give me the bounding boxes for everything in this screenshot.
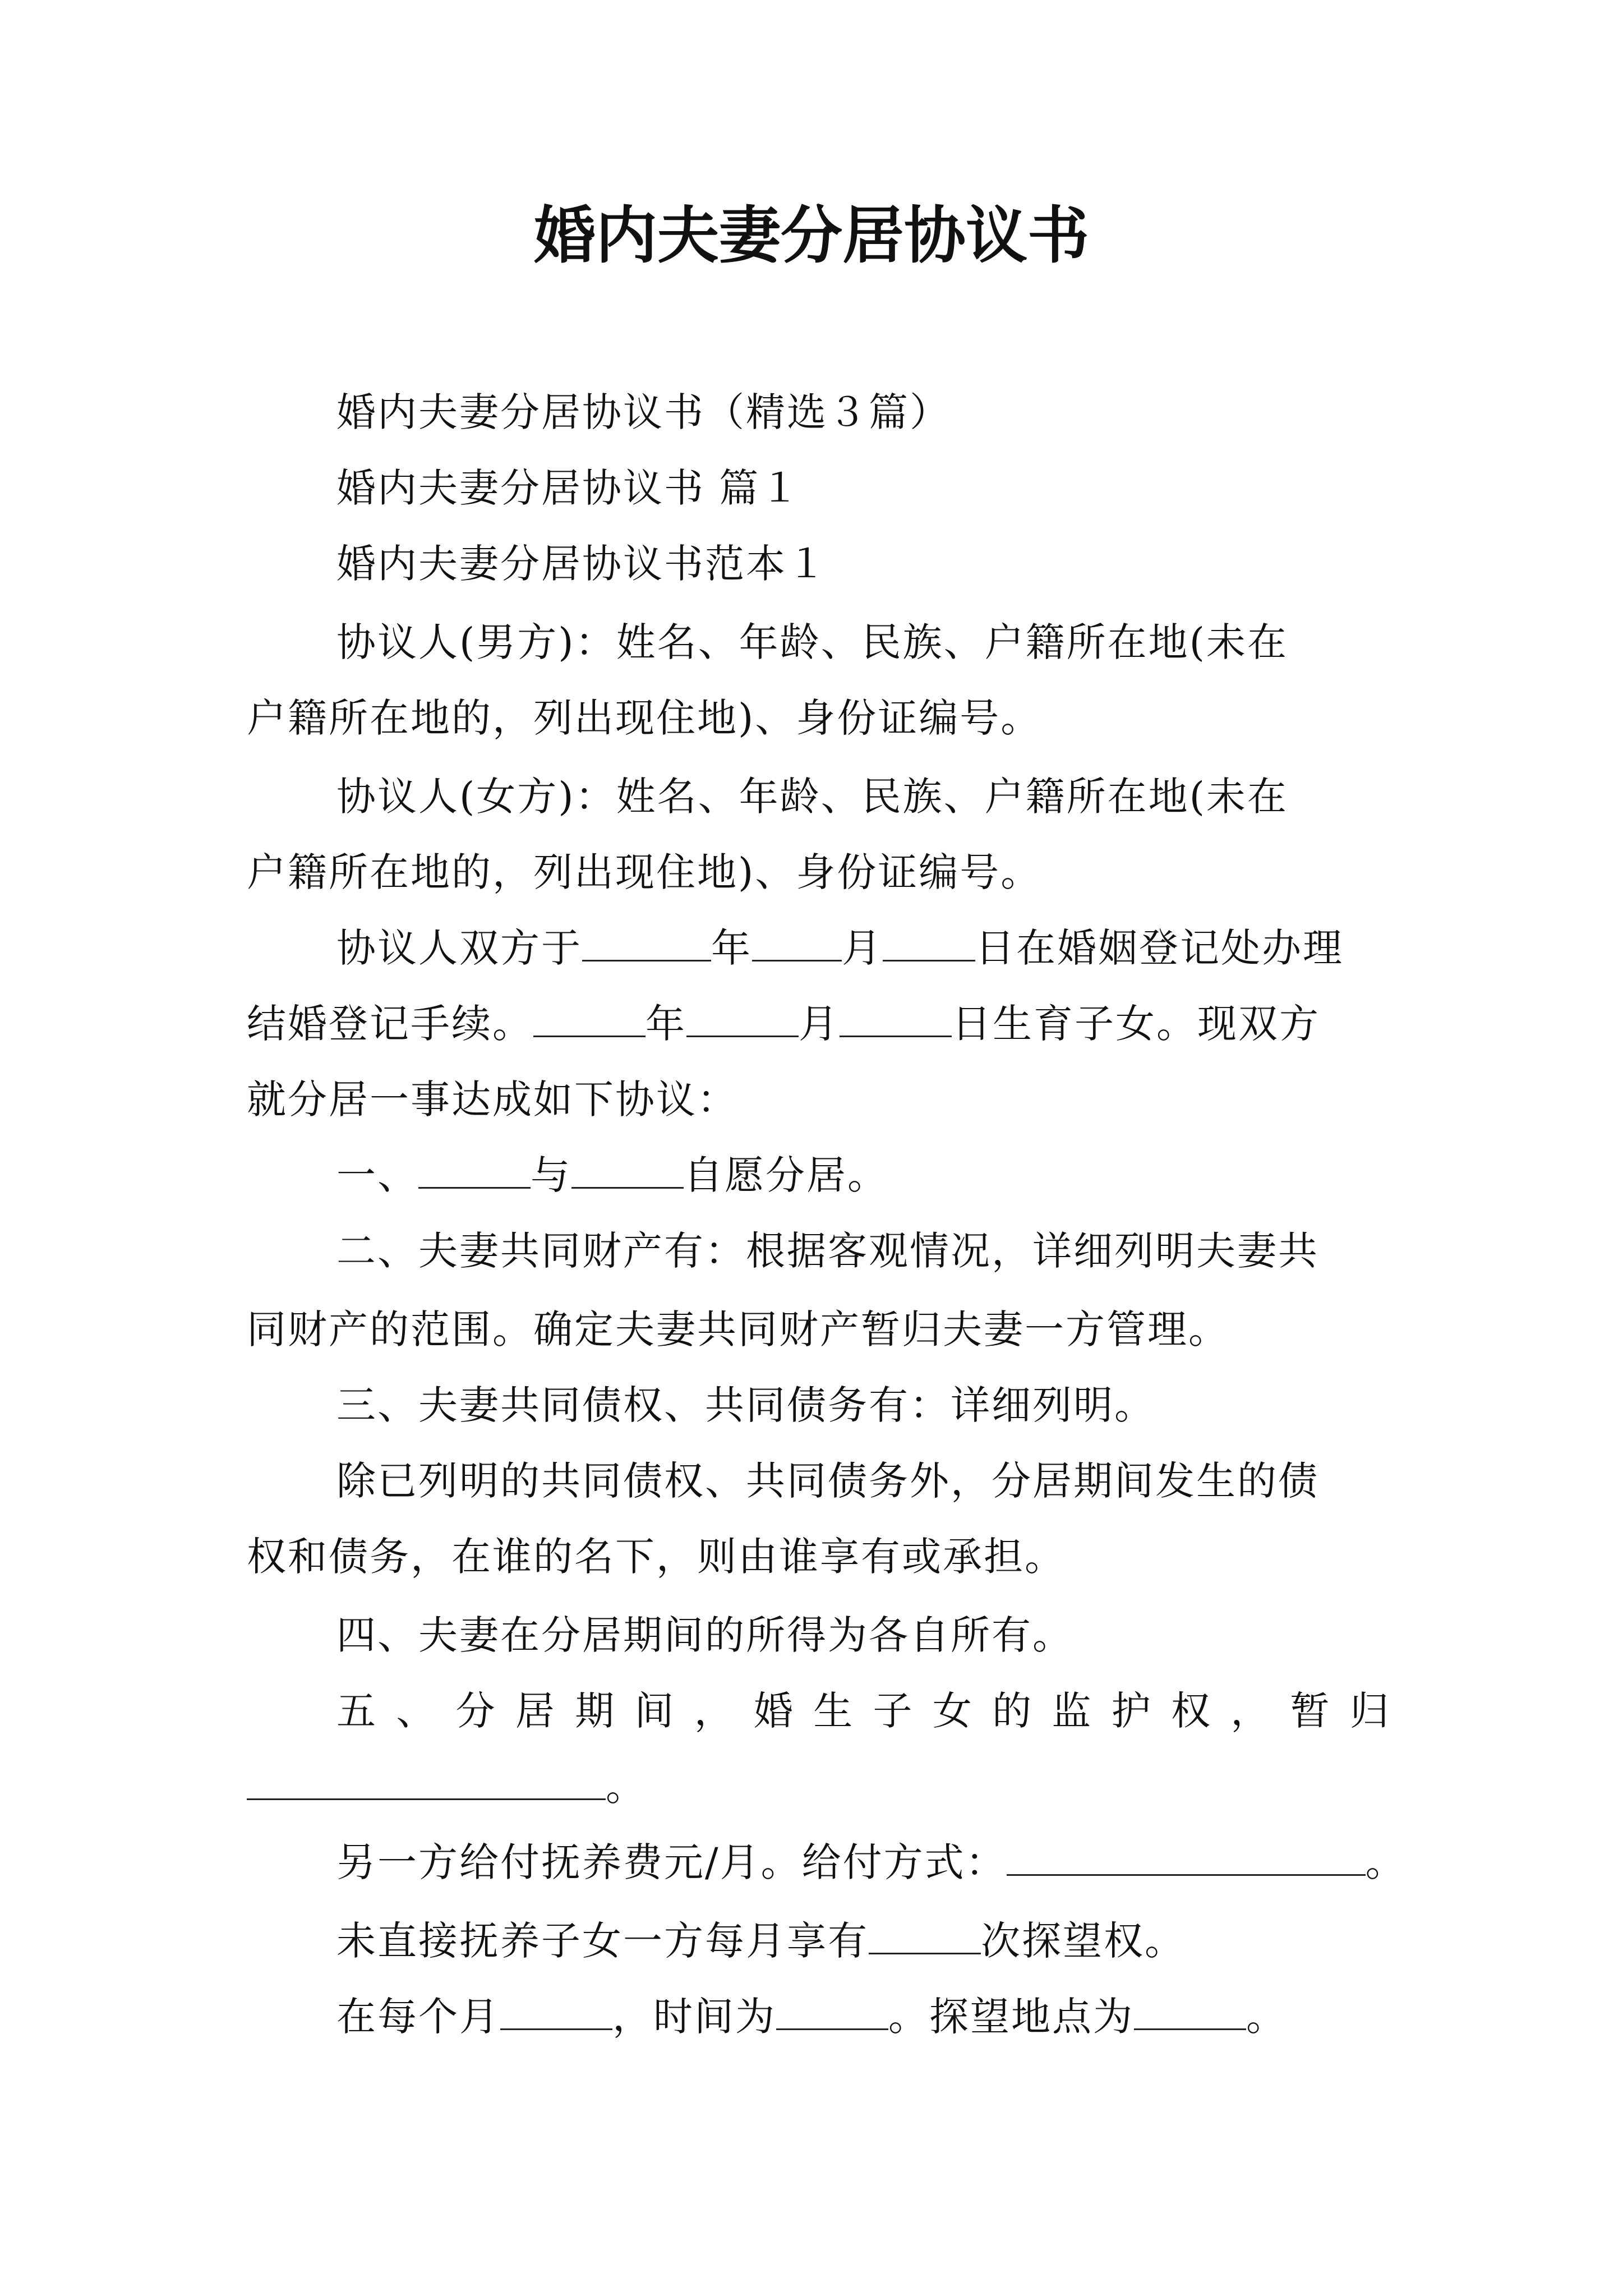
spread-char: 居 — [515, 1688, 556, 1734]
document-title: 婚内夫妻分居协议书 — [534, 199, 1089, 272]
blank-field[interactable] — [582, 925, 711, 961]
section-heading: 婚内夫妻分居协议书 篇１ — [336, 465, 801, 511]
text-segment: 另一方给付抚养费元/月。给付方式： — [336, 1839, 1007, 1885]
text-segment: 年 — [645, 1001, 686, 1047]
text-segment: 协议人双方于 — [336, 925, 582, 971]
spread-char: 监 — [1052, 1688, 1093, 1734]
blank-field[interactable] — [752, 925, 842, 961]
text-segment: 在每个月 — [336, 1994, 500, 2040]
text-segment: 与 — [531, 1152, 571, 1198]
spread-char: 子 — [873, 1688, 914, 1734]
blank-field[interactable] — [1134, 1994, 1246, 2030]
spread-char: 的 — [992, 1688, 1034, 1734]
support-payment-line — [336, 1837, 1407, 1888]
blank-field[interactable] — [840, 1001, 952, 1037]
clause-five-line-1 — [336, 1686, 1391, 1736]
text-segment: 一、 — [336, 1152, 418, 1198]
text-segment: 日生育子女。现双方 — [952, 1001, 1320, 1047]
text-segment: 日在婚姻登记处办理 — [975, 925, 1344, 971]
spread-char: 五 — [336, 1688, 377, 1734]
blank-field[interactable] — [247, 1764, 606, 1800]
blank-field[interactable] — [883, 925, 975, 961]
text-segment: 结婚登记手续。 — [247, 1001, 533, 1047]
clause-two-line-2: 同财产的范围。确定夫妻共同财产暂归夫妻一方管理。 — [247, 1306, 1229, 1352]
party-male-line-1: 协议人(男方)：姓名、年龄、民族、户籍所在地(未在 — [336, 619, 1288, 665]
visitation-count-line — [336, 1916, 1186, 1966]
spread-char: 分 — [455, 1688, 497, 1734]
blank-field[interactable] — [533, 1001, 645, 1037]
spread-char: 暂 — [1290, 1688, 1331, 1734]
spread-char: 权 — [1170, 1688, 1212, 1734]
blank-field[interactable] — [418, 1152, 531, 1189]
spread-char: 女 — [932, 1688, 974, 1734]
clause-five-line-2 — [247, 1761, 647, 1812]
spread-char: 、 — [396, 1688, 437, 1734]
blank-field[interactable] — [869, 1918, 981, 1954]
clause-three: 三、夫妻共同债权、共同债务有：详细列明。 — [336, 1382, 1155, 1428]
text-segment: ，时间为 — [612, 1994, 776, 2040]
spread-char: ， — [694, 1688, 735, 1734]
clause-two-line-1: 二、夫妻共同财产有：根据客观情况，详细列明夫妻共 — [336, 1228, 1319, 1274]
text-segment: 年 — [711, 925, 752, 971]
party-female-line-1: 协议人(女方)：姓名、年龄、民族、户籍所在地(未在 — [336, 774, 1288, 820]
visitation-time-line — [336, 1991, 1287, 2042]
spread-char: 归 — [1349, 1688, 1391, 1734]
birth-date-line — [247, 999, 1320, 1049]
spread-char: 生 — [813, 1688, 855, 1734]
spread-char: 期 — [575, 1688, 616, 1734]
blank-field[interactable] — [1007, 1839, 1366, 1876]
spread-char: 婚 — [753, 1688, 795, 1734]
text-segment: 月 — [799, 1001, 840, 1047]
text-segment: 未直接抚养子女一方每月享有 — [336, 1918, 869, 1964]
template-heading: 婚内夫妻分居协议书范本１ — [336, 541, 828, 587]
blank-field[interactable] — [500, 1994, 612, 2030]
party-female-line-2: 户籍所在地的，列出现住地)、身份证编号。 — [247, 849, 1042, 895]
subtitle-selected: 婚内夫妻分居协议书（精选３篇） — [336, 389, 951, 435]
text-segment: 自愿分居。 — [684, 1152, 888, 1198]
blank-field[interactable] — [776, 1994, 888, 2030]
spread-char: 护 — [1111, 1688, 1152, 1734]
clause-one — [336, 1150, 888, 1200]
spread-char: 间 — [634, 1688, 676, 1734]
blank-field[interactable] — [686, 1001, 799, 1037]
text-segment: 。 — [1365, 1839, 1407, 1885]
text-segment: 。 — [606, 1764, 647, 1810]
marriage-date-line — [336, 923, 1344, 973]
clause-four: 四、夫妻在分居期间的所得为各自所有。 — [336, 1612, 1073, 1658]
text-segment: 。探望地点为 — [888, 1994, 1134, 2040]
agreement-intro: 就分居一事达成如下协议： — [247, 1076, 738, 1122]
party-male-line-2: 户籍所在地的，列出现住地)、身份证编号。 — [247, 695, 1042, 741]
text-segment: 月 — [842, 925, 883, 971]
text-segment: 。 — [1246, 1994, 1287, 2040]
debt-note-line-1: 除已列明的共同债权、共同债务外，分居期间发生的债 — [336, 1458, 1319, 1504]
spread-char: ， — [1230, 1688, 1272, 1734]
text-segment: 次探望权。 — [981, 1918, 1186, 1964]
blank-field[interactable] — [571, 1152, 684, 1189]
debt-note-line-2: 权和债务，在谁的名下，则由谁享有或承担。 — [247, 1534, 1066, 1580]
